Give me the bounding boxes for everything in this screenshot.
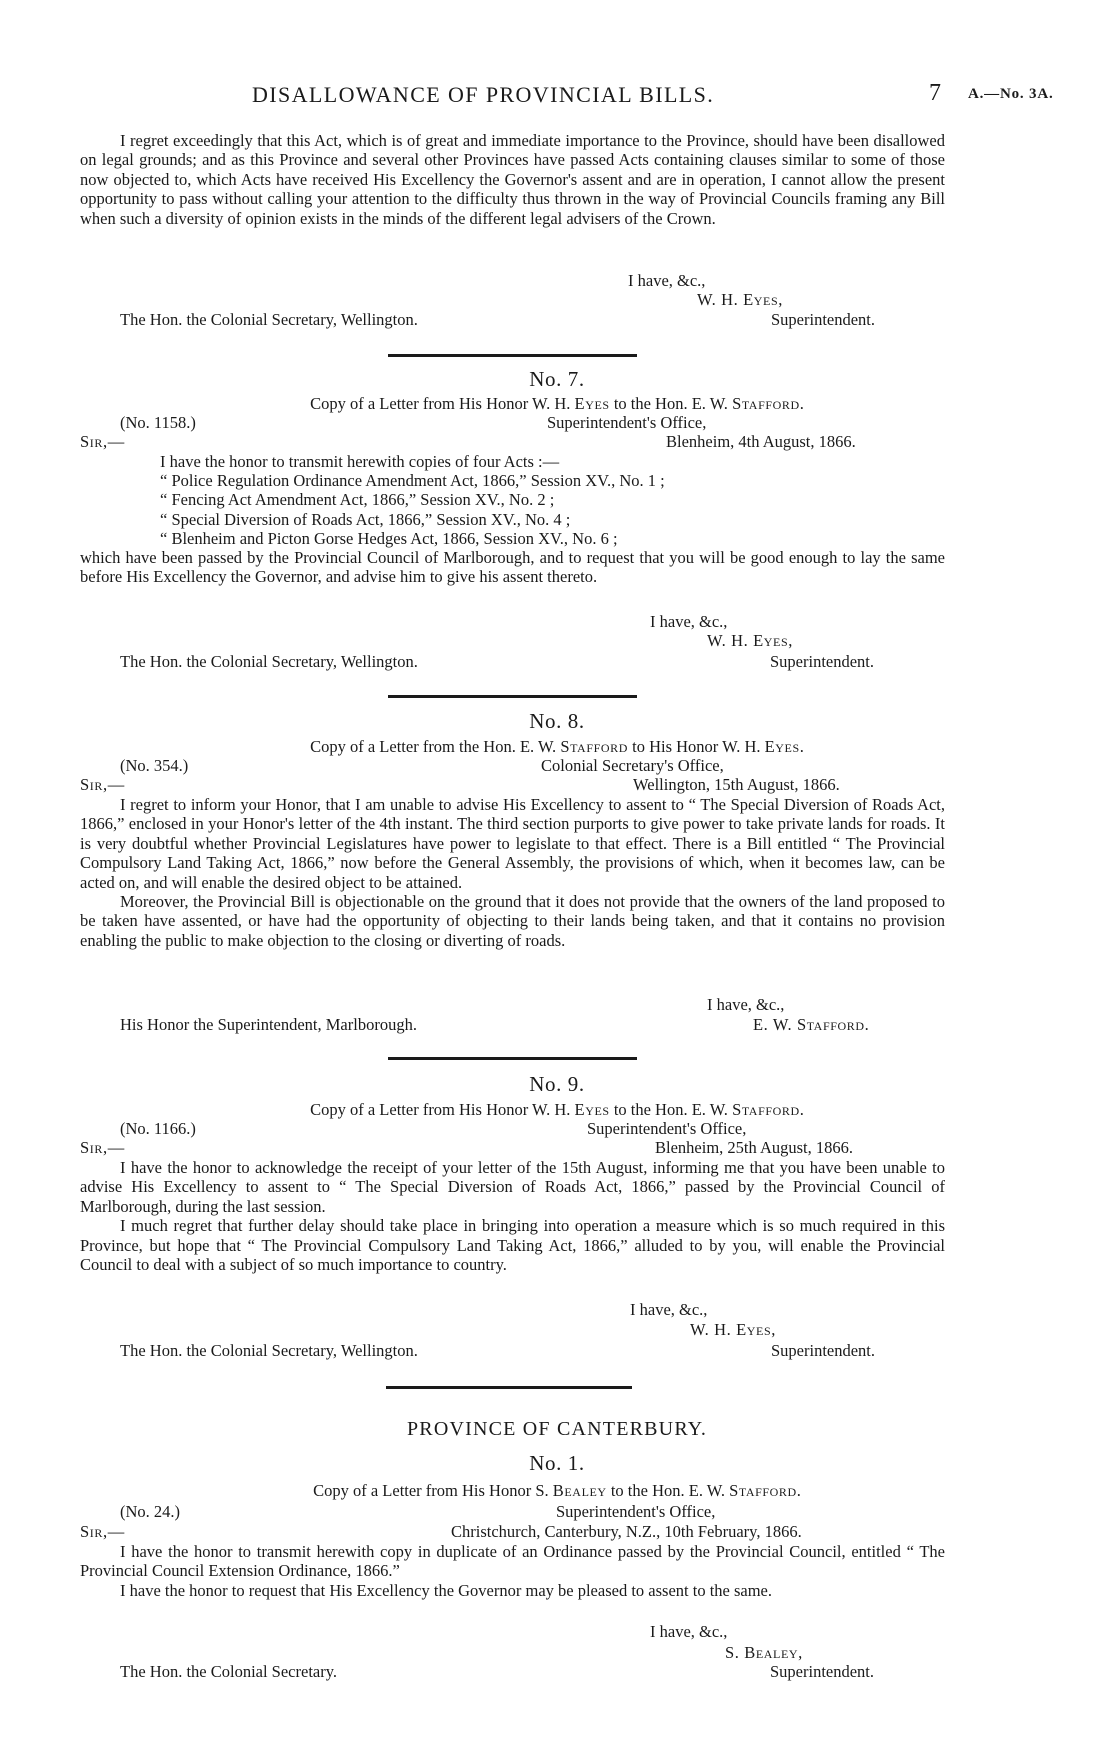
letter-6-body: I regret exceedingly that this Act, which is of great and immediate importance to the Province, should have been disallowed on legal grounds; and as this Province and several other Provinces have passed Acts containing clauses similar to some of those now objected to, which Acts have received His Excellency the Governor's assent and are in operation, I cannot allow the present opportunity to pass without calling your attention to the difficulty thus thrown in the way of Provincial Councils framing any Bill when such a diversity of opinion exists in the minds of the different legal advisers of the Crown. xyxy=(80,131,945,228)
letter-8-caption: Copy of a Letter from the Hon. E. W. Stafford to His Honor W. H. Eyes. xyxy=(310,737,804,756)
letter-9-office: Superintendent's Office, xyxy=(587,1119,747,1138)
running-header xyxy=(0,82,1114,112)
letter-8-signatory: E. W. Stafford. xyxy=(753,1015,870,1034)
letter-7-place-date: Blenheim, 4th August, 1866. xyxy=(666,432,856,451)
letter-9-signatory: W. H. Eyes, xyxy=(690,1320,776,1339)
section-divider xyxy=(388,1057,637,1060)
canterbury-letter-signatory: S. Bealey, xyxy=(725,1643,803,1662)
letter-9-number: No. 9. xyxy=(529,1072,585,1096)
act-item: “ Special Diversion of Roads Act, 1866,” Session XV., No. 4 ; xyxy=(160,510,571,529)
letter-7-salutation: Sir,— xyxy=(80,432,125,451)
letter-7-intro: I have the honor to transmit herewith copies of four Acts :— xyxy=(160,452,560,471)
letter-7-signatory-title: Superintendent. xyxy=(770,652,875,671)
page-number: 7 xyxy=(929,80,941,106)
letter-8-addressee: His Honor the Superintendent, Marlborough. xyxy=(120,1015,417,1034)
letter-8-office: Colonial Secretary's Office, xyxy=(541,756,724,775)
letter-7-closing: I have, &c., xyxy=(650,612,728,631)
paper-reference: A.—No. 3A. xyxy=(968,86,1054,102)
section-divider xyxy=(386,1386,632,1389)
canterbury-letter-office: Superintendent's Office, xyxy=(556,1502,716,1521)
letter-6-closing: I have, &c., xyxy=(628,271,706,290)
letter-8-body: I regret to inform your Honor, that I am unable to advise His Excellency to assent to “ The Special Diversion of Roads Act, 1866,” enclosed in your Honor's letter of the 4th instant. The third section purports to give power to take private lands for roads. It is very doubtful whether Provincial Legislatures have power to legislate to that effect. There is a Bill entitled “ The Provincial Compulsory Land Taking Act, 1866,” now before the General Assembly, the provisions of which, when it becomes law, can be acted on, and will enable the desired object to be attained. Moreover, the Provincial Bill is objectionable on the ground that it does not provide that the owners of the land proposed to be taken have assented, or have had the opportunity of objecting to their lands being taken, and that it contains no provision enabling the public to make objection to the closing or diverting of roads. xyxy=(80,795,945,950)
letter-9-caption: Copy of a Letter from His Honor W. H. Eyes to the Hon. E. W. Stafford. xyxy=(310,1100,804,1119)
canterbury-letter-place-date: Christchurch, Canterbury, N.Z., 10th February, 1866. xyxy=(451,1522,802,1541)
canterbury-letter-addressee: The Hon. the Colonial Secretary. xyxy=(120,1662,338,1681)
letter-9-place-date: Blenheim, 25th August, 1866. xyxy=(655,1138,853,1157)
act-item: “ Fencing Act Amendment Act, 1866,” Session XV., No. 2 ; xyxy=(160,490,555,509)
letter-9-salutation: Sir,— xyxy=(80,1138,125,1157)
letter-7-ref: (No. 1158.) xyxy=(120,413,196,432)
canterbury-letter-salutation: Sir,— xyxy=(80,1522,125,1541)
letter-8-closing: I have, &c., xyxy=(707,995,785,1014)
letter-7-signatory: W. H. Eyes, xyxy=(707,631,793,650)
act-item: “ Blenheim and Picton Gorse Hedges Act, 1866, Session XV., No. 6 ; xyxy=(160,529,618,548)
letter-9-closing: I have, &c., xyxy=(630,1300,708,1319)
canterbury-letter-body: I have the honor to transmit herewith copy in duplicate of an Ordinance passed by the Provincial Council, entitled “ The Provincial Council Extension Ordinance, 1866.” I have the honor to request that His Excellency the Governor may be pleased to assent to the same. xyxy=(80,1542,945,1600)
letter-9-body: I have the honor to acknowledge the receipt of your letter of the 15th August, informing me that you have been unable to advise His Excellency to assent to “ The Special Diversion of Roads Act, 1866,” passed by the Provincial Council of Marlborough, during the last session. I much regret that further delay should take place in bringing into operation a measure which is so much required in this Province, but hope that “ The Provincial Compulsory Land Taking Act, 1866,” alluded to by you, will enable the Provincial Council to deal with a subject of so much importance to country. xyxy=(80,1158,945,1275)
page-title: DISALLOWANCE OF PROVINCIAL BILLS. xyxy=(252,82,715,107)
canterbury-letter-ref: (No. 24.) xyxy=(120,1502,181,1521)
section-divider xyxy=(388,695,637,698)
letter-8-salutation: Sir,— xyxy=(80,775,125,794)
canterbury-letter-signatory-title: Superintendent. xyxy=(770,1662,875,1681)
letter-7-body: which have been passed by the Provincial Council of Marlborough, and to request that you will be good enough to lay the same before His Excellency the Governor, and advise him to give his assent thereto. xyxy=(80,548,945,587)
canterbury-letter-number: No. 1. xyxy=(529,1451,585,1475)
letter-8-place-date: Wellington, 15th August, 1866. xyxy=(633,775,840,794)
letter-9-addressee: The Hon. the Colonial Secretary, Wellington. xyxy=(120,1341,418,1360)
letter-6-signatory-title: Superintendent. xyxy=(771,310,876,329)
letter-7-office: Superintendent's Office, xyxy=(547,413,707,432)
letter-8-ref: (No. 354.) xyxy=(120,756,189,775)
province-heading: PROVINCE OF CANTERBURY. xyxy=(406,1418,708,1440)
act-item: “ Police Regulation Ordinance Amendment Act, 1866,” Session XV., No. 1 ; xyxy=(160,471,665,490)
letter-6-signatory: W. H. Eyes, xyxy=(697,290,783,309)
letter-9-ref: (No. 1166.) xyxy=(120,1119,196,1138)
letter-6-addressee: The Hon. the Colonial Secretary, Wellington. xyxy=(120,310,418,329)
letter-7-number: No. 7. xyxy=(529,367,585,391)
letter-8-number: No. 8. xyxy=(529,709,585,733)
letter-7-caption: Copy of a Letter from His Honor W. H. Eyes to the Hon. E. W. Stafford. xyxy=(310,394,804,413)
section-divider xyxy=(388,354,637,357)
letter-9-signatory-title: Superintendent. xyxy=(771,1341,876,1360)
canterbury-letter-caption: Copy of a Letter from His Honor S. Bealey to the Hon. E. W. Stafford. xyxy=(313,1481,801,1500)
letter-7-addressee: The Hon. the Colonial Secretary, Wellington. xyxy=(120,652,418,671)
canterbury-letter-closing: I have, &c., xyxy=(650,1622,728,1641)
